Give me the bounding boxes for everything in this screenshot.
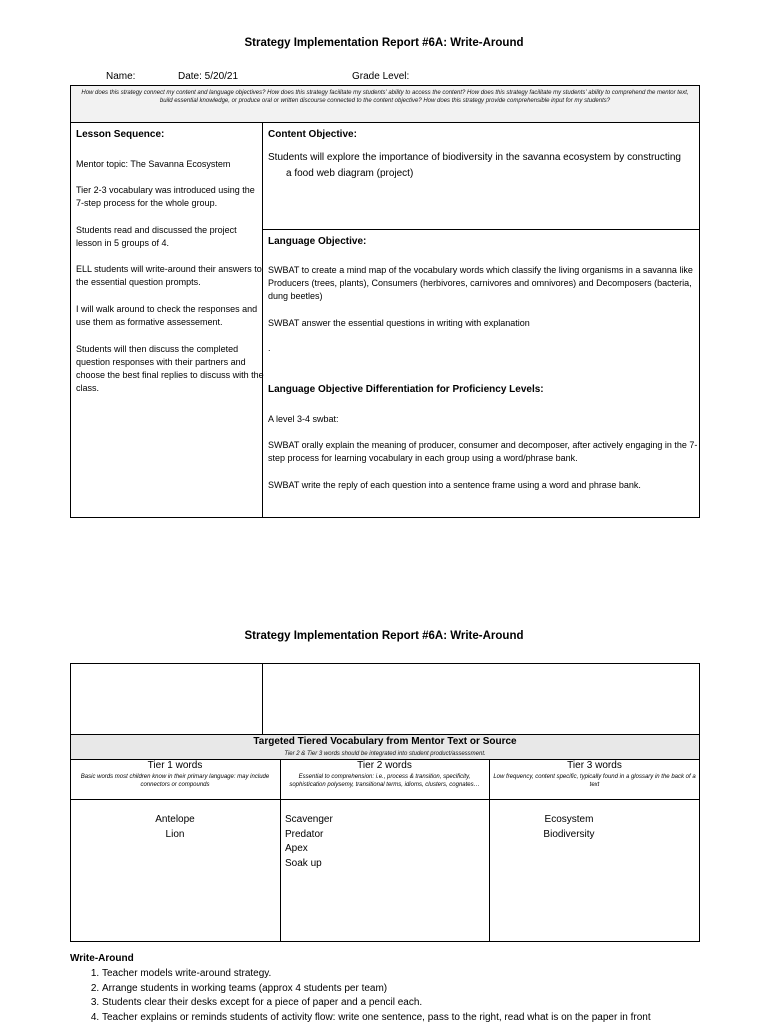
vocab-word: Scavenger xyxy=(285,813,485,828)
tier3-label: Tier 3 words xyxy=(489,760,700,771)
tier1-description: Basic words most children know in their primary language: may include connectors or compounds xyxy=(74,773,276,789)
language-objective-item: SWBAT answer the essential questions in writing with explanation xyxy=(268,317,696,330)
write-around-step: 3. Students clear their desks except for a piece of paper and a pencil each. xyxy=(102,996,768,1011)
divider xyxy=(262,229,700,230)
column-divider xyxy=(489,759,490,942)
date-label: Date: 5/20/21 xyxy=(178,71,238,82)
tier2-description: Essential to comprehension: i.e., process & transition, specificity, sophistication polysemy, transitional terms, idioms, clusters, cognates… xyxy=(284,773,485,789)
report-title: Strategy Implementation Report #6A: Write-Around xyxy=(0,37,768,49)
differentiation-heading: Language Objective Differentiation for Proficiency Levels: xyxy=(268,383,544,396)
vocab-word: Predator xyxy=(285,828,485,843)
lesson-item: Students will then discuss the completed question responses with their partners and choose the best final replies to discuss with the class. xyxy=(76,343,264,395)
divider xyxy=(70,799,700,800)
divider xyxy=(70,122,700,123)
column-divider xyxy=(262,122,263,518)
lesson-sequence-heading: Lesson Sequence: xyxy=(76,128,164,141)
tier3-description: Low frequency, content specific, typically found in a glossary in the back of a text xyxy=(493,773,696,789)
tier1-label: Tier 1 words xyxy=(70,760,280,771)
vocab-heading: Targeted Tiered Vocabulary from Mentor Text or Source xyxy=(70,736,700,747)
lesson-item: Tier 2-3 vocabulary was introduced using the 7-step process for the whole group. xyxy=(76,184,260,210)
column-divider xyxy=(280,759,281,942)
vocab-word: Lion xyxy=(70,828,280,843)
content-objective-heading: Content Objective: xyxy=(268,128,357,141)
differentiation-item: SWBAT orally explain the meaning of producer, consumer and decomposer, after actively engaging in the 7-step process for learning vocabulary in each group using a word/phrase bank. xyxy=(268,439,698,465)
vocab-word: Apex xyxy=(285,842,485,857)
write-around-step: 1. Teacher models write-around strategy. xyxy=(102,967,768,982)
write-around-heading: Write-Around xyxy=(70,953,134,964)
language-objective-item: . xyxy=(268,342,696,355)
lesson-item: Mentor topic: The Savanna Ecosystem xyxy=(76,158,260,171)
write-around-step: 2. Arrange students in working teams (approx 4 students per team) xyxy=(102,982,768,997)
write-around-step: 4. Teacher explains or reminds students of activity flow: write one sentence, pass to the right, read what is on the paper in front xyxy=(102,1011,768,1025)
column-divider xyxy=(262,663,263,734)
language-objective-item: SWBAT to create a mind map of the vocabulary words which classify the living organisms in a savanna like Producers (trees, plants), Consumers (herbivores, carnivores and omnivores) and Decomposers (bacteria, dung beetles) xyxy=(268,264,696,303)
tier2-label: Tier 2 words xyxy=(280,760,489,771)
content-objective-text: Students will explore the importance of biodiversity in the savanna ecosystem by constructing a food web diagram (project) xyxy=(268,150,681,182)
tier1-words xyxy=(70,813,280,842)
lesson-item: Students read and discussed the project lesson in 5 groups of 4. xyxy=(76,224,260,250)
guiding-questions: How does this strategy connect my content and language objectives? How does this strategy facilitate my students' ability to access the content? How does this strategy facilitate my students' ability to comprehend the mentor text, build essential knowledge, or produce oral or written discourse connected to the content objective? How does this strategy provide comprehensible input for my students? xyxy=(80,89,690,105)
vocab-word: Biodiversity xyxy=(489,828,649,843)
vocab-word: Antelope xyxy=(70,813,280,828)
tier3-words xyxy=(489,813,649,842)
lesson-item: ELL students will write-around their answers to the essential question prompts. xyxy=(76,263,264,289)
lesson-item: I will walk around to check the responses and use them as formative assessement. xyxy=(76,303,260,329)
differentiation-item: SWBAT write the reply of each question into a sentence frame using a word and phrase bank. xyxy=(268,479,696,492)
report-title-page2: Strategy Implementation Report #6A: Write-Around xyxy=(0,630,768,642)
vocabulary-table xyxy=(70,663,700,942)
grade-level-label: Grade Level: xyxy=(352,71,409,82)
vocab-subheading: Tier 2 & Tier 3 words should be integrated into student product/assessment. xyxy=(70,750,700,758)
write-around-steps xyxy=(70,967,768,1025)
language-objective-heading: Language Objective: xyxy=(268,235,366,248)
differentiation-item: A level 3-4 swbat: xyxy=(268,413,696,426)
name-label: Name: xyxy=(106,71,135,82)
vocab-word: Soak up xyxy=(285,857,485,872)
tier2-words xyxy=(285,813,485,871)
vocab-word: Ecosystem xyxy=(489,813,649,828)
